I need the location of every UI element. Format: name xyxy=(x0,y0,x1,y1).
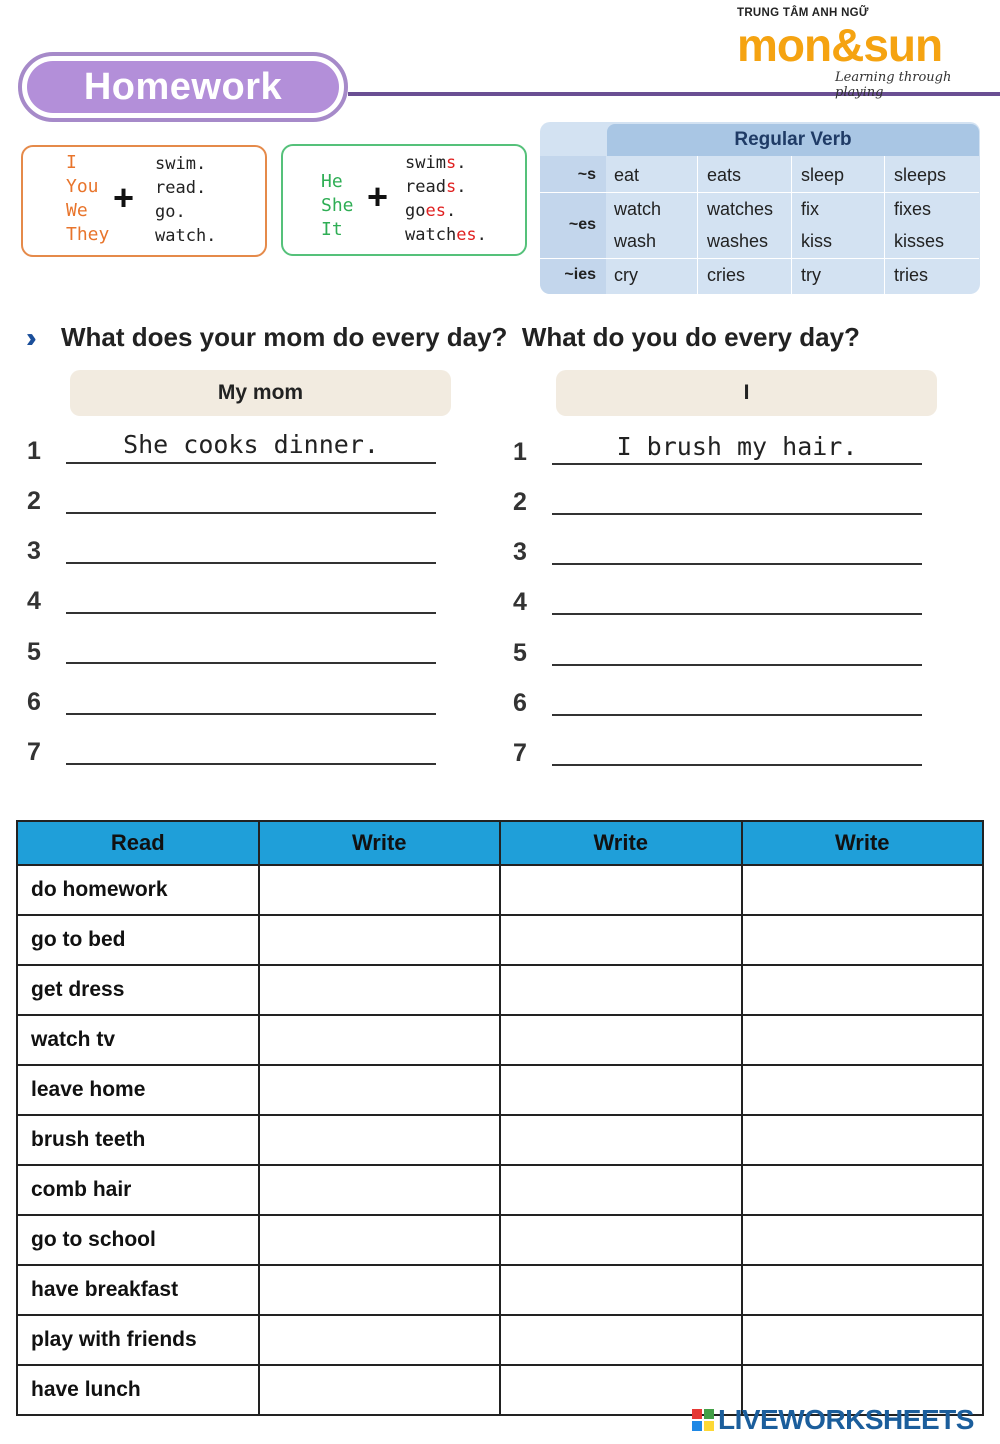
write-cell[interactable] xyxy=(259,1365,501,1415)
table-row xyxy=(17,965,983,1015)
pronoun: They xyxy=(66,224,110,245)
verb: go. xyxy=(155,202,186,222)
table-row xyxy=(17,1015,983,1065)
answer-line xyxy=(66,763,436,765)
answer-input-me-3[interactable] xyxy=(552,532,922,562)
write-cell[interactable] xyxy=(500,1015,742,1065)
table-row xyxy=(17,1265,983,1315)
page-title: Homework xyxy=(27,61,339,113)
plus-icon: + xyxy=(367,176,389,217)
write-cell[interactable] xyxy=(500,1165,742,1215)
write-cell[interactable] xyxy=(500,1315,742,1365)
table-row xyxy=(17,1215,983,1265)
column-header-write: Write xyxy=(259,821,501,865)
write-cell[interactable] xyxy=(259,1065,501,1115)
answer-input-mom-6[interactable] xyxy=(66,680,436,710)
column-header-read: Read xyxy=(17,821,259,865)
write-cell[interactable] xyxy=(742,1215,984,1265)
answer-line xyxy=(552,613,922,615)
write-cell[interactable] xyxy=(742,1165,984,1215)
verb-cell: fix xyxy=(801,199,819,219)
liveworksheets-wordmark: LIVEWORKSHEETS xyxy=(718,1404,974,1435)
answer-line xyxy=(552,764,922,766)
verb-cell: watches xyxy=(707,199,774,219)
column-header-write: Write xyxy=(742,821,984,865)
verb-cell: tries xyxy=(894,265,929,285)
verb-cell: cries xyxy=(707,265,746,285)
write-cell[interactable] xyxy=(500,1265,742,1315)
verb: read. xyxy=(155,178,207,198)
verb: watch. xyxy=(155,226,217,246)
write-cell[interactable] xyxy=(500,1215,742,1265)
verb-cell: eats xyxy=(707,165,742,185)
answer-input-mom-7[interactable] xyxy=(66,730,436,760)
pronoun: I xyxy=(66,152,77,173)
write-cell[interactable] xyxy=(742,1065,984,1115)
brand-tagline: Learning through playing xyxy=(835,70,952,100)
write-cell[interactable] xyxy=(742,1115,984,1165)
pronoun: We xyxy=(66,200,88,221)
table-divider xyxy=(791,156,792,294)
table-divider xyxy=(884,156,885,294)
pronoun: It xyxy=(321,219,343,240)
verb-cell: kiss xyxy=(801,231,832,251)
answer-line xyxy=(552,714,922,716)
read-cell: play with friends xyxy=(17,1315,259,1365)
table-row xyxy=(17,1065,983,1115)
read-cell: brush teeth xyxy=(17,1115,259,1165)
suffix-label: ~s xyxy=(577,166,596,183)
read-cell: do homework xyxy=(17,865,259,915)
row-number: 6 xyxy=(27,688,41,716)
regular-verb-title: Regular Verb xyxy=(607,124,979,156)
verb-cell: eat xyxy=(614,165,640,185)
i-header: I xyxy=(556,370,937,416)
suffix-label: ~ies xyxy=(564,266,596,283)
pronoun: He xyxy=(321,171,343,192)
answer-input-me-1[interactable]: I brush my hair. xyxy=(616,432,858,461)
plus-icon: + xyxy=(113,177,135,218)
row-number: 5 xyxy=(513,639,527,667)
verb-cell: sleep xyxy=(801,165,845,185)
answer-line xyxy=(66,612,436,614)
row-number: 2 xyxy=(513,488,527,516)
table-divider xyxy=(697,156,698,294)
table-row xyxy=(17,865,983,915)
row-number: 7 xyxy=(513,739,527,767)
my-mom-header: My mom xyxy=(70,370,451,416)
table-row xyxy=(17,1115,983,1165)
table-divider xyxy=(540,192,607,193)
verb-cell: fixes xyxy=(894,199,932,219)
write-cell[interactable] xyxy=(742,865,984,915)
verb-list-plural xyxy=(155,152,216,248)
write-cell[interactable] xyxy=(742,1015,984,1065)
brand-caption: TRUNG TÂM ANH NGỮ xyxy=(737,7,869,19)
table-divider xyxy=(540,258,979,259)
row-number: 4 xyxy=(513,588,527,616)
answer-input-mom-3[interactable] xyxy=(66,530,436,560)
read-cell: leave home xyxy=(17,1065,259,1115)
write-cell[interactable] xyxy=(500,915,742,965)
question-text: What does your mom do every day? What do you do every day? xyxy=(61,322,860,352)
row-number: 7 xyxy=(27,738,41,766)
answer-line xyxy=(66,713,436,715)
answer-input-mom-2[interactable] xyxy=(66,480,436,510)
write-cell[interactable] xyxy=(259,1015,501,1065)
row-number: 2 xyxy=(27,487,41,515)
answer-input-mom-1[interactable]: She cooks dinner. xyxy=(123,430,379,459)
answer-line xyxy=(66,662,436,664)
answer-input-me-5[interactable] xyxy=(552,632,922,662)
write-cell[interactable] xyxy=(742,1315,984,1365)
column-header-write: Write xyxy=(500,821,742,865)
answer-line xyxy=(66,512,436,514)
brand-logo: mon&sun xyxy=(737,19,943,71)
suffix-label: ~es xyxy=(568,216,596,233)
answer-input-me-7[interactable] xyxy=(552,732,922,762)
answer-line xyxy=(552,563,922,565)
write-cell[interactable] xyxy=(259,1265,501,1315)
write-cell[interactable] xyxy=(742,965,984,1015)
liveworksheets-icon xyxy=(692,1409,714,1431)
row-number: 1 xyxy=(27,437,41,465)
verb-cell: watch xyxy=(614,199,662,219)
verb: swim. xyxy=(155,154,207,174)
row-number: 3 xyxy=(513,538,527,566)
read-cell: go to bed xyxy=(17,915,259,965)
table-divider xyxy=(607,192,979,193)
write-cell[interactable] xyxy=(259,965,501,1015)
verb-cell: washes xyxy=(707,231,769,251)
verb: swims. xyxy=(405,153,467,173)
answer-line xyxy=(552,664,922,666)
write-cell[interactable] xyxy=(500,1115,742,1165)
verb: watches. xyxy=(405,225,487,245)
verb-cell: try xyxy=(801,265,821,285)
write-cell[interactable] xyxy=(742,915,984,965)
liveworksheets-logo xyxy=(692,1404,974,1436)
answer-input-me-4[interactable] xyxy=(552,582,922,612)
verb-list-singular xyxy=(405,151,487,247)
read-cell: have lunch xyxy=(17,1365,259,1415)
verb-cell: cry xyxy=(614,265,638,285)
write-cell[interactable] xyxy=(500,1065,742,1115)
read-cell: watch tv xyxy=(17,1015,259,1065)
answer-input-me-2[interactable] xyxy=(552,482,922,512)
verb-cell: sleeps xyxy=(894,165,947,185)
answer-line xyxy=(552,513,922,515)
pronoun-list-plural xyxy=(66,151,109,247)
row-number: 5 xyxy=(27,638,41,666)
table-row xyxy=(17,1315,983,1365)
verb-cell: kisses xyxy=(894,231,945,251)
answer-line xyxy=(66,562,436,564)
write-cell[interactable] xyxy=(259,1165,501,1215)
read-cell: have breakfast xyxy=(17,1265,259,1315)
homework-title-pill xyxy=(18,52,348,122)
table-row xyxy=(17,915,983,965)
pronoun-list-singular xyxy=(321,170,354,242)
write-cell[interactable] xyxy=(259,1215,501,1265)
read-write-table xyxy=(16,820,984,1416)
answer-input-mom-4[interactable] xyxy=(66,580,436,610)
read-cell: get dress xyxy=(17,965,259,1015)
pronoun: She xyxy=(321,195,354,216)
grammar-box-singular xyxy=(281,144,527,256)
pronoun: You xyxy=(66,176,99,197)
row-number: 1 xyxy=(513,438,527,466)
answer-input-mom-5[interactable] xyxy=(66,630,436,660)
double-chevron-icon: ›› xyxy=(26,322,29,353)
read-cell: comb hair xyxy=(17,1165,259,1215)
verb: reads. xyxy=(405,177,467,197)
write-cell[interactable] xyxy=(742,1265,984,1315)
table-row xyxy=(17,1165,983,1215)
answer-line xyxy=(552,463,922,465)
write-cell[interactable] xyxy=(500,865,742,915)
write-cell[interactable] xyxy=(500,965,742,1015)
row-number: 4 xyxy=(27,587,41,615)
row-number: 3 xyxy=(27,537,41,565)
read-cell: go to school xyxy=(17,1215,259,1265)
write-cell[interactable] xyxy=(259,1315,501,1365)
write-cell[interactable] xyxy=(259,915,501,965)
write-cell[interactable] xyxy=(259,1115,501,1165)
verb-cell: wash xyxy=(614,231,657,251)
verb: goes. xyxy=(405,201,457,221)
answer-line xyxy=(66,462,436,464)
grammar-box-plural xyxy=(21,145,267,257)
table-header-row xyxy=(17,821,983,865)
answer-input-me-6[interactable] xyxy=(552,682,922,712)
write-cell[interactable] xyxy=(259,865,501,915)
row-number: 6 xyxy=(513,689,527,717)
